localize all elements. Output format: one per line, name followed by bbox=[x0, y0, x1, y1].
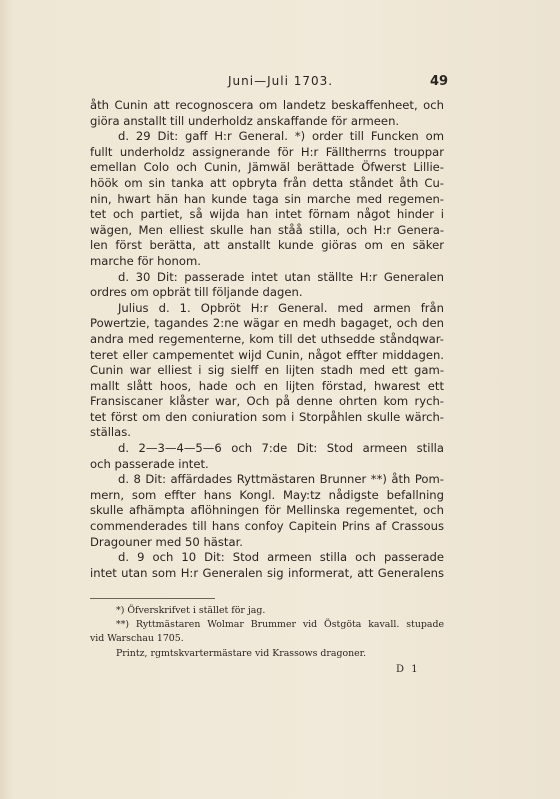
text-line: ordres om opbrät till följande dagen. bbox=[90, 285, 303, 300]
text-line: len först berätta, att anstallt kunde giöras om en säker bbox=[90, 238, 444, 253]
text-line: tet och partiet, så wijda han intet förnam något hinder i bbox=[90, 207, 444, 222]
text-line: och passerade intet. bbox=[90, 456, 209, 471]
text-line: andra med regementerne, kom till det uthsedde ståndqwar- bbox=[90, 331, 444, 346]
footnote-line: **) Ryttmästaren Wolmar Brummer vid Östgöta kavall. stupade bbox=[116, 619, 444, 631]
footnote-line: Printz, rgmtskvartermästare vid Krassows dragoner. bbox=[116, 647, 367, 659]
text-line: d. 8 Dit: affärdades Ryttmästaren Brunner **) åth Pom- bbox=[118, 472, 444, 487]
text-line: Fransiscaner klåster war, Och på denne ohrten kom rych- bbox=[90, 394, 444, 409]
text-line: mern, som effter hans Kongl. May:tz nådigste befallning bbox=[90, 487, 444, 502]
main-text bbox=[90, 98, 444, 581]
footnote-line: *) Öfverskrifvet i stället för jag. bbox=[116, 605, 266, 616]
footnotes bbox=[90, 604, 444, 661]
text-line: marche för honom. bbox=[90, 253, 201, 268]
text-line: d. 9 och 10 Dit: Stod armeen stilla och passerade bbox=[118, 550, 444, 565]
page-number: 49 bbox=[430, 74, 449, 89]
text-line: Julius d. 1. Opbröt H:r General. med armen från bbox=[118, 300, 444, 315]
footnote-divider bbox=[90, 598, 215, 599]
text-line: giöra anstallt till underholdz anskaffande för armeen. bbox=[90, 113, 400, 128]
text-line: emellan Colo och Cunin, Jämwäl berättade Öfwerst Lillie- bbox=[90, 160, 444, 175]
signature-mark: D 1 bbox=[396, 664, 420, 675]
running-title: Juni—Juli 1703. bbox=[228, 74, 334, 88]
text-line: skulle afhämpta aflöhningen för Mellinska regementet, och bbox=[90, 503, 444, 518]
text-line: nin, hwart hän han kunde taga sin marche med regemen- bbox=[90, 191, 444, 206]
text-line: Cunin war elliest i sig sielff en lijten stadh med ett gam- bbox=[90, 363, 444, 378]
text-line: mallt slått hoos, hade och en lijten förstad, hwarest ett bbox=[90, 378, 444, 393]
text-line: wägen, Men elliest skulle han ståå stilla, och H:r Genera- bbox=[90, 222, 444, 237]
text-line: Dragouner med 50 hästar. bbox=[90, 534, 243, 549]
text-line: commenderades till hans confoy Capitein Prins af Crassous bbox=[90, 519, 444, 534]
text-line: åth Cunin att recognoscera om landetz beskaffenheet, och bbox=[90, 98, 444, 112]
text-line: fullt underholdz assignerande för H:r Fälltherrns trouppar bbox=[90, 144, 444, 159]
text-line: d. 30 Dit: passerade intet utan ställte H:r Generalen bbox=[118, 269, 444, 284]
text-line: d. 29 Dit: gaff H:r General. *) order till Funcken om bbox=[118, 129, 444, 144]
text-line: d. 2—3—4—5—6 och 7:de Dit: Stod armeen stilla bbox=[118, 441, 444, 456]
text-line: intet utan som H:r Generalen sig informerat, att Generalens bbox=[90, 565, 444, 580]
text-line: ställas. bbox=[90, 425, 131, 440]
text-line: tet först om den coniuration som i Storpåhlen skulle wärch- bbox=[90, 409, 444, 424]
footnote-line: vid Warschau 1705. bbox=[90, 633, 184, 645]
text-line: Powertzie, tagandes 2:ne wägar en medh bagaget, och den bbox=[90, 316, 444, 331]
text-line: höök om sin tanka att opbryta från detta ståndet åth Cu- bbox=[90, 175, 444, 190]
text-line: teret eller campementet wijd Cunin, något effter middagen. bbox=[90, 347, 444, 362]
